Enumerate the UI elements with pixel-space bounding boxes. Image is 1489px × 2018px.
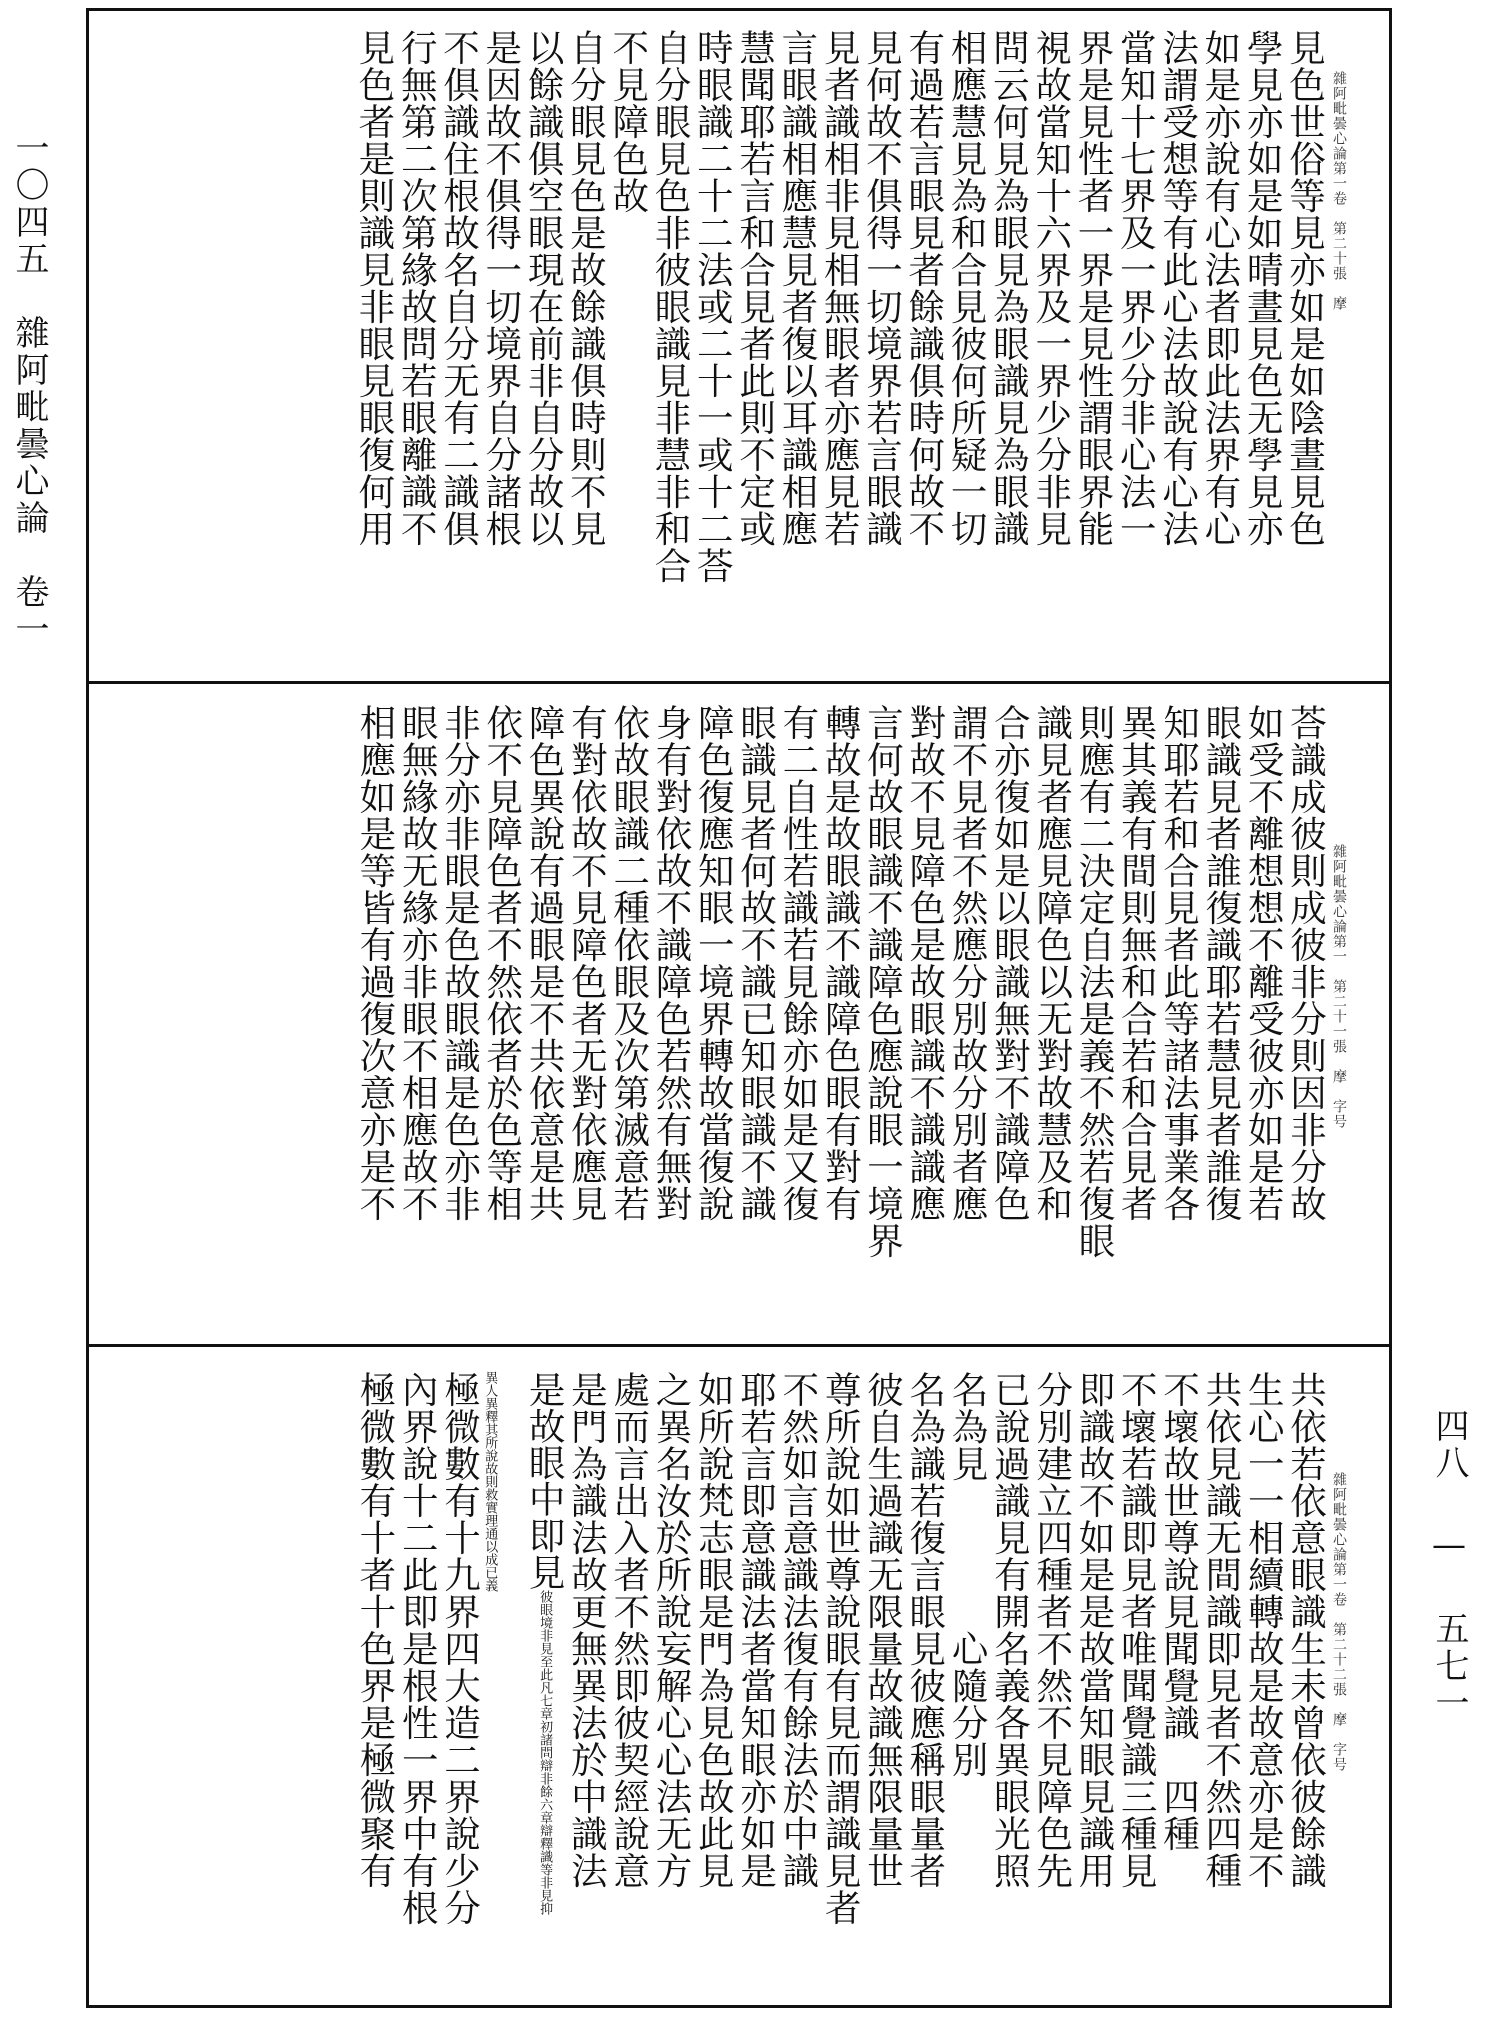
- panel-header: 雜阿毗曇心論第一卷 第二十二張 摩 字号: [1331, 1472, 1347, 1772]
- panel-bottom: [89, 1347, 1389, 2005]
- text-column: 不壞故世尊說見聞覺識 四種: [1157, 1371, 1201, 1852]
- text-column: 自分眼見色非彼眼識見非慧非和合: [649, 29, 692, 584]
- text-column: 見色世俗等見亦如是如陰晝見色: [1283, 29, 1327, 547]
- text-column: 彼自生過識无限量故識無限量世: [861, 1371, 905, 1889]
- text-column: 學見亦如是如晴晝見色无學見亦: [1241, 29, 1285, 547]
- text-column: 對故不見障色是故眼識不識識應: [903, 704, 947, 1222]
- text-column: 有二自性若識若見餘亦如是又復: [776, 704, 820, 1222]
- text-column: 分別建立四種者不然不見障色先: [1030, 1371, 1074, 1889]
- text-column: 見何故不俱得一切境界若言眼識: [860, 29, 904, 547]
- text-column: 合亦復如是以眼識無對不識障色: [988, 704, 1032, 1222]
- text-column: 如所說梵志眼是門為見色故此見: [692, 1371, 736, 1889]
- text-column: 障色復應知眼一境界轉故當復說: [692, 704, 736, 1222]
- text-column: 耶若言即意識法者當知眼亦如是: [734, 1371, 778, 1889]
- text-column-annotation: 彼眼境非見至此凡七章初諸問辯非餘六章辯釋識等非見抑: [537, 1590, 553, 1915]
- text-column: 之異名汝於所說妄解心心法无方: [650, 1371, 693, 1889]
- text-column: 內界說十二此即是根性一界中有根: [396, 1371, 440, 1926]
- text-column: 如是亦說有心法者即此法界有心: [1198, 29, 1242, 547]
- text-column: 相應如是等皆有過復次意亦是不: [353, 704, 397, 1222]
- text-column: 依不見障色者不然依者於色等相: [480, 704, 524, 1222]
- text-column: 已說過識見有開名義各異眼光照: [988, 1371, 1032, 1889]
- text-column: 問云何見為眼見為眼識見為眼識: [987, 29, 1031, 547]
- text-column: 非分亦非眼是色故眼識是色亦非: [438, 704, 482, 1222]
- text-column: 見色者是則識見非眼見眼復何用: [352, 29, 396, 547]
- text-column: [483, 1371, 496, 1592]
- text-column: 識見者應見障色以无對故慧及和: [1030, 704, 1074, 1222]
- text-column: 共依若依意眼識生未曾依彼餘識: [1284, 1371, 1328, 1889]
- text-column: 轉故是故眼識不識障色眼有對有: [819, 704, 863, 1222]
- left-margin-title: 一〇四五 雜阿毗曇心論 卷一: [9, 130, 49, 648]
- panel-middle: [89, 684, 1389, 1344]
- text-column: 則應有二決定自法是義不然若復眼: [1073, 704, 1116, 1259]
- page-frame: [86, 8, 1392, 2008]
- text-column: 身有對依故不識障色若然有無對: [650, 704, 693, 1222]
- text-column: 眼無緣故无緣亦非眼不相應故不: [396, 704, 440, 1222]
- text-column: 當知十七界及一界少分非心法一: [1114, 29, 1158, 547]
- text-column: 異其義有間則無和合若和合見者: [1115, 704, 1159, 1222]
- text-column: [523, 1371, 567, 1915]
- text-column: 時眼識二十二法或二十一或十二荅: [691, 29, 735, 584]
- text-column: 是門為識法故更無異法於中識法: [565, 1371, 609, 1889]
- text-column: 極微數有十九界四大造二界說少分: [438, 1371, 482, 1926]
- right-margin-page-number: 四八 — 五七一: [1429, 1408, 1469, 1722]
- text-column-main: 是故眼中即見: [523, 1371, 567, 1590]
- text-column: 荅識成彼則成彼非分則因非分故: [1284, 704, 1328, 1222]
- text-column: 尊所說如世尊說眼有見而謂識見者: [819, 1371, 863, 1926]
- text-column: 有對依故不見障色者无對依應見: [565, 704, 609, 1222]
- text-column: 眼識見者誰復識耶若慧見者誰復: [1199, 704, 1243, 1222]
- text-column: 極微數有十者十色界是極微聚有: [353, 1371, 397, 1889]
- text-column: 眼識見者何故不識已知眼識不識: [734, 704, 778, 1222]
- text-column: 謂不見者不然應分別故分別者應: [946, 704, 990, 1222]
- text-column: 即識故不如是是故當知眼見識用: [1073, 1371, 1116, 1889]
- text-column: 處而言出入者不然即彼契經說意: [607, 1371, 651, 1889]
- text-column-annotation: 異人異釋其所說故則救實理通以成已義: [482, 1371, 498, 1592]
- text-column: 不見障色故: [606, 29, 650, 214]
- text-column: 依故眼識二種依眼及次第滅意若: [607, 704, 651, 1222]
- text-column: 共依見識无間識即見者不然四種: [1199, 1371, 1243, 1889]
- text-column: 生心一一相續轉故是故意亦是不: [1242, 1371, 1286, 1889]
- text-column: 界是見性者一界是見性謂眼界能: [1072, 29, 1115, 547]
- text-column: 有過若言眼見者餘識俱時何故不: [902, 29, 946, 547]
- text-column: 以餘識俱空眼現在前非自分故以: [522, 29, 566, 547]
- text-column: 不俱識住根故名自分无有二識俱: [437, 29, 481, 547]
- text-column: 名為見 心隨分別: [946, 1371, 990, 1778]
- text-column: 行無第二次第緣故問若眼離識不: [395, 29, 439, 547]
- text-column: 見者識相非見相無眼者亦應見若: [818, 29, 862, 547]
- panel-header: 雜阿毗曇心論第一卷 第二十張 摩: [1331, 71, 1347, 311]
- text-column: 自分眼見色是故餘識俱時則不見: [564, 29, 608, 547]
- text-column: 視故當知十六界及一界少分非見: [1029, 29, 1073, 547]
- text-column: 不壞若識即見者唯聞覺識三種見: [1115, 1371, 1159, 1889]
- panel-header: 雜阿毗曇心論第一 第二十一張 摩 字号: [1331, 844, 1347, 1129]
- text-column: 不然如言意識法復有餘法於中識: [776, 1371, 820, 1889]
- text-column: 名為識若復言眼見彼應稱眼量者: [903, 1371, 947, 1889]
- text-column: 法謂受想等有此心法故說有心法: [1156, 29, 1200, 547]
- text-column: 慧聞耶若言和合見者此則不定或: [733, 29, 777, 547]
- panel-top: [89, 11, 1389, 681]
- text-column: 如受不離想想不離受彼亦如是若: [1242, 704, 1286, 1222]
- text-column: 相應慧見為和合見彼何所疑一切: [945, 29, 989, 547]
- text-column: 言何故眼識不識障色應說眼一境界: [861, 704, 905, 1259]
- text-column: 障色異說有過眼是不共依意是共: [523, 704, 567, 1222]
- text-column: 言眼識相應慧見者復以耳識相應: [775, 29, 819, 547]
- text-column: 知耶若和合見者此等諸法事業各: [1157, 704, 1201, 1222]
- text-column: 是因故不俱得一切境界自分諸根: [479, 29, 523, 547]
